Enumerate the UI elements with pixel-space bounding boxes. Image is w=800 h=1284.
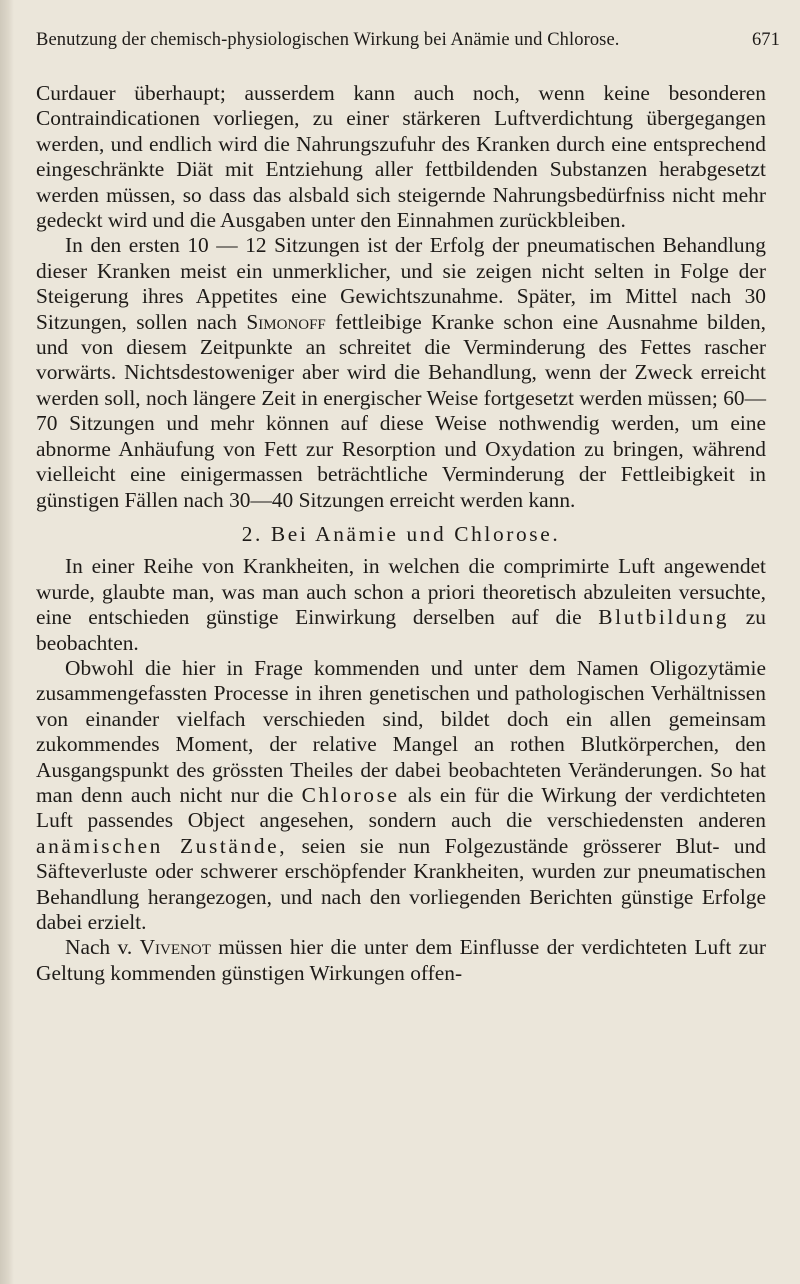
paragraph-4 xyxy=(36,656,766,935)
paragraph-4-text-c: seien sie nun Folgezustände grösserer Blut- und Säfteverluste oder schwerer erschöpfender Krankheiten, wurden zur pneumatischen Behandlung herangezogen, und nach den vorliegenden Berichten günstige Erfolge dabei erzielt. xyxy=(36,833,766,934)
paragraph-5-text-a: Nach v. xyxy=(65,935,133,960)
emphasis-blutbildung: Blutbildung xyxy=(598,605,730,630)
paragraph-4-text-a: Obwohl die hier in Frage kommenden und unter dem Namen Oligozytämie zusammengefassten Processe in ihren genetischen und pathologischen Verhältnissen von einander vielfach verschieden sind, bildet doch ein allen gemeinsam zukommendes Moment, der relative Mangel an rothen Blutkörperchen, den Ausgangspunkt des grössten Theiles der dabei beobachteten Veränderungen. So hat man denn auch nicht nur die xyxy=(36,655,766,807)
page-gutter-shadow xyxy=(0,0,14,1284)
paragraph-3-text-b: zu beobachten. xyxy=(36,605,766,655)
paragraph-3 xyxy=(36,554,766,656)
page-number: 671 xyxy=(751,30,780,50)
page-body xyxy=(36,81,766,986)
running-title: Benutzung der chemisch-physiologischen Wirkung bei Anämie und Chlorose. xyxy=(36,30,620,50)
paragraph-2 xyxy=(36,233,766,512)
emphasis-chlorose: Chlorose xyxy=(301,782,400,807)
author-name-simonoff: Simonoff xyxy=(246,309,326,334)
running-header xyxy=(36,30,780,51)
emphasis-anaemische-zustaende: anämischen Zustände, xyxy=(36,833,288,858)
paragraph-2-text-a: In den ersten 10 — 12 Sitzungen ist der Erfolg der pneumatischen Behandlung dieser Kranken meist ein unmerklicher, und sie zeigen nicht selten in Folge der Steigerung ihres Appetites eine Gewichtszunahme. Später, im Mittel nach 30 Sitzungen, sollen nach xyxy=(36,233,766,334)
paragraph-4-text-b: als ein für die Wirkung der verdichteten Luft passendes Object angesehen, sondern auch die verschiedensten anderen xyxy=(36,782,766,833)
paragraph-3-text-a: In einer Reihe von Krankheiten, in welchen die comprimirte Luft angewendet wurde, glaubte man, was man auch schon a priori theoretisch abzuleiten versuchte, eine entschieden günstige Einwirkung derselben auf die xyxy=(36,554,766,630)
paragraph-1: Curdauer überhaupt; ausserdem kann auch noch, wenn keine besonderen Contraindicationen vorliegen, zu einer stärkeren Luftverdichtung übergegangen werden, und endlich wird die Nahrungszufuhr des Kranken durch eine entsprechend eingeschränkte Diät mit Entziehung aller fettbildenden Substanzen herabgesetzt werden müssen, so dass das alsbald sich steigernde Nahrungsbedürfniss nicht mehr gedeckt wird und die Ausgaben unter den Einnahmen zurückbleiben. xyxy=(36,81,766,233)
section-heading: 2. Bei Anämie und Chlorose. xyxy=(241,521,561,546)
paragraph-5 xyxy=(36,935,766,986)
paragraph-5-text-b: müssen hier die unter dem Einflusse der verdichteten Luft zur Geltung kommenden günstigen Wirkungen offen- xyxy=(36,935,766,985)
author-name-vivenot: Vivenot xyxy=(139,935,211,960)
paragraph-2-text-b: fettleibige Kranke schon eine Ausnahme bilden, und von diesem Zeitpunkte an schreitet die Verminderung des Fettes rascher vorwärts. Nichtsdestoweniger aber wird die Behandlung, wenn der Zweck erreicht werden soll, noch längere Zeit in energischer Weise fortgesetzt werden müssen; 60—70 Sitzungen und mehr können auf diese Weise nothwendig werden, um eine abnorme Anhäufung von Fett zur Resorption und Oxydation zu bringen, während vielleicht eine einigermassen beträchtliche Verminderung der Fettleibigkeit in günstigen Fällen nach 30—40 Sitzungen erreicht werden kann. xyxy=(36,309,766,512)
